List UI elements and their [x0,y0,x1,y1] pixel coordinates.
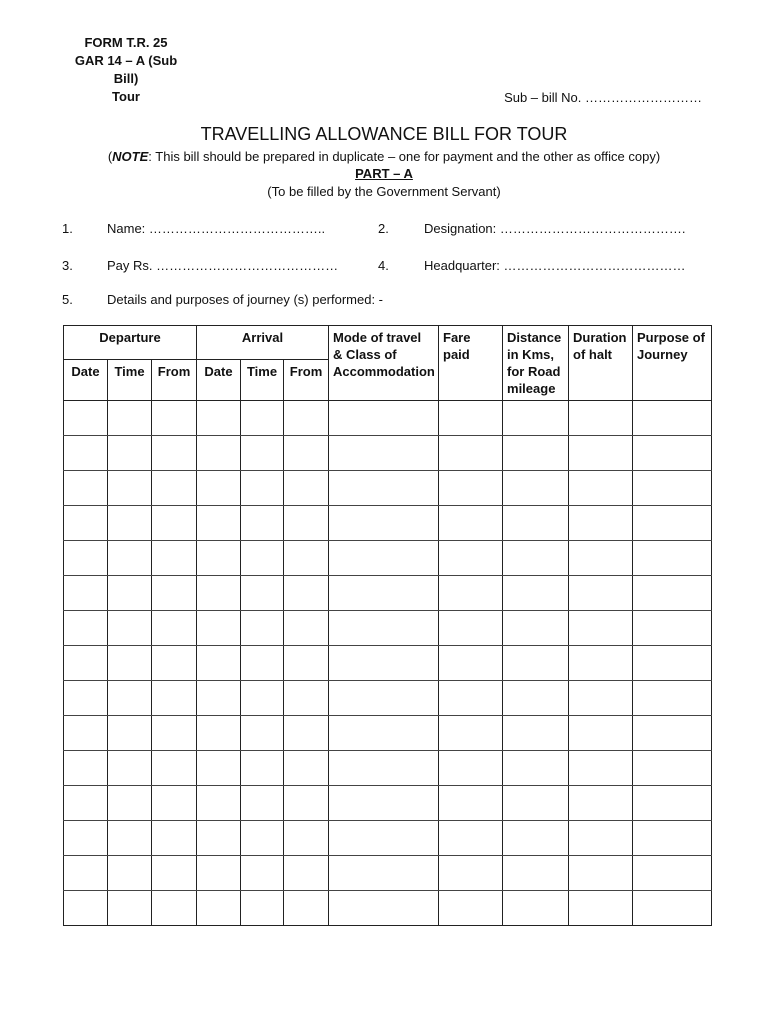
table-cell[interactable] [503,576,569,611]
table-cell[interactable] [439,646,503,681]
table-cell[interactable] [569,856,633,891]
table-cell[interactable] [197,576,241,611]
table-cell[interactable] [569,611,633,646]
table-cell[interactable] [569,646,633,681]
table-cell[interactable] [152,401,197,436]
table-cell[interactable] [241,891,284,926]
table-cell[interactable] [64,681,108,716]
table-cell[interactable] [241,471,284,506]
table-cell[interactable] [329,716,439,751]
table-cell[interactable] [241,611,284,646]
table-cell[interactable] [152,436,197,471]
table-cell[interactable] [197,646,241,681]
table-cell[interactable] [439,856,503,891]
arrival-from-header: From [284,360,329,401]
table-cell[interactable] [439,611,503,646]
table-cell[interactable] [108,821,152,856]
table-cell[interactable] [64,471,108,506]
table-cell[interactable] [64,751,108,786]
table-cell[interactable] [197,506,241,541]
arrival-time-header: Time [241,360,284,401]
table-cell[interactable] [503,786,569,821]
note-label: NOTE [112,149,149,164]
table-cell[interactable] [241,856,284,891]
table-cell[interactable] [197,716,241,751]
headquarter-field[interactable]: Headquarter: …………………………………… [424,258,686,273]
table-cell[interactable] [152,751,197,786]
table-cell[interactable] [284,471,329,506]
sub-bill-number[interactable]: Sub – bill No. ……………………… [504,90,702,105]
table-cell[interactable] [152,541,197,576]
table-cell[interactable] [329,541,439,576]
table-cell[interactable] [503,681,569,716]
table-cell[interactable] [241,751,284,786]
journey-details-label: Details and purposes of journey (s) performed: - [107,292,384,307]
purpose-header: Purpose of Journey [633,326,712,401]
table-cell[interactable] [633,541,712,576]
field-number: 5. [62,292,73,307]
field-number: 2. [378,221,389,236]
table-cell[interactable] [152,576,197,611]
table-cell[interactable] [108,681,152,716]
table-cell[interactable] [633,891,712,926]
form-header [62,34,190,106]
table-cell[interactable] [503,506,569,541]
table-cell[interactable] [284,541,329,576]
table-cell[interactable] [197,751,241,786]
table-cell[interactable] [152,856,197,891]
table-cell[interactable] [439,436,503,471]
table-cell[interactable] [197,821,241,856]
table-cell[interactable] [633,471,712,506]
table-cell[interactable] [633,716,712,751]
table-cell[interactable] [569,786,633,821]
table-cell[interactable] [108,751,152,786]
fare-header: Fare paid [439,326,503,401]
journey-table [63,325,712,926]
table-cell[interactable] [241,786,284,821]
table-row [64,646,712,681]
note-line [0,149,768,164]
table-cell[interactable] [64,401,108,436]
table-cell[interactable] [108,891,152,926]
part-heading [0,166,768,181]
table-cell[interactable] [503,436,569,471]
pay-field[interactable]: Pay Rs. …………………………………… [107,258,339,273]
table-cell[interactable] [64,716,108,751]
mode-header: Mode of travel & Class of Accommodation [329,326,439,401]
table-cell[interactable] [241,821,284,856]
table-cell[interactable] [197,471,241,506]
table-cell[interactable] [569,751,633,786]
page-title: TRAVELLING ALLOWANCE BILL FOR TOUR [200,124,568,144]
arrival-date-header: Date [197,360,241,401]
table-cell[interactable] [329,401,439,436]
table-cell[interactable] [503,856,569,891]
table-row [64,821,712,856]
table-cell[interactable] [503,471,569,506]
table-cell[interactable] [284,786,329,821]
table-cell[interactable] [152,681,197,716]
designation-field[interactable]: Designation: ……………………………………. [424,221,686,236]
table-cell[interactable] [439,751,503,786]
table-cell[interactable] [329,856,439,891]
table-cell[interactable] [633,856,712,891]
table-cell[interactable] [284,821,329,856]
table-cell[interactable] [439,401,503,436]
table-cell[interactable] [64,856,108,891]
table-cell[interactable] [284,716,329,751]
table-cell[interactable] [503,611,569,646]
departure-time-header: Time [108,360,152,401]
table-row [64,786,712,821]
table-cell[interactable] [241,541,284,576]
table-row [64,506,712,541]
table-cell[interactable] [329,821,439,856]
table-row [64,576,712,611]
table-cell[interactable] [152,716,197,751]
table-cell[interactable] [284,436,329,471]
table-cell[interactable] [64,436,108,471]
table-cell[interactable] [152,611,197,646]
table-cell[interactable] [241,436,284,471]
distance-header: Distance in Kms, for Road mileage [503,326,569,401]
table-cell[interactable] [197,541,241,576]
table-row [64,541,712,576]
table-cell[interactable] [64,506,108,541]
gar-reference: GAR 14 – A (Sub Bill) [74,53,178,86]
table-cell[interactable] [108,786,152,821]
table-cell[interactable] [329,646,439,681]
table-cell[interactable] [152,821,197,856]
table-cell[interactable] [108,576,152,611]
table-cell[interactable] [197,436,241,471]
table-cell[interactable] [503,821,569,856]
table-cell[interactable] [439,506,503,541]
table-cell[interactable] [241,716,284,751]
table-cell[interactable] [329,611,439,646]
table-row [64,401,712,436]
table-cell[interactable] [439,821,503,856]
table-cell[interactable] [569,471,633,506]
table-cell[interactable] [152,646,197,681]
table-cell[interactable] [108,471,152,506]
table-cell[interactable] [197,786,241,821]
table-cell[interactable] [284,611,329,646]
form-type: Tour [112,89,140,104]
table-cell[interactable] [284,681,329,716]
field-number: 3. [62,258,73,273]
note-open: ( [107,149,113,164]
table-cell[interactable] [503,401,569,436]
table-cell[interactable] [108,541,152,576]
table-cell[interactable] [569,576,633,611]
table-cell[interactable] [329,891,439,926]
table-cell[interactable] [633,506,712,541]
table-cell[interactable] [241,646,284,681]
table-cell[interactable] [503,891,569,926]
table-cell[interactable] [329,681,439,716]
table-cell[interactable] [284,646,329,681]
table-cell[interactable] [633,611,712,646]
departure-from-header: From [152,360,197,401]
table-cell[interactable] [329,751,439,786]
departure-date-header: Date [64,360,108,401]
table-cell[interactable] [152,506,197,541]
table-cell[interactable] [569,401,633,436]
table-cell[interactable] [64,611,108,646]
table-cell[interactable] [439,786,503,821]
table-cell[interactable] [108,436,152,471]
table-cell[interactable] [439,716,503,751]
table-cell[interactable] [64,891,108,926]
table-cell[interactable] [152,891,197,926]
table-cell[interactable] [569,541,633,576]
table-cell[interactable] [633,576,712,611]
table-cell[interactable] [503,716,569,751]
table-cell[interactable] [108,611,152,646]
table-row [64,751,712,786]
table-cell[interactable] [197,891,241,926]
table-cell[interactable] [633,646,712,681]
table-cell[interactable] [241,506,284,541]
table-cell[interactable] [241,681,284,716]
table-cell[interactable] [439,681,503,716]
table-cell[interactable] [284,401,329,436]
arrival-header: Arrival [197,326,329,360]
table-cell[interactable] [569,506,633,541]
fill-instruction: (To be filled by the Government Servant) [267,184,501,199]
table-cell[interactable] [329,786,439,821]
table-cell[interactable] [108,856,152,891]
table-cell[interactable] [108,646,152,681]
table-cell[interactable] [197,611,241,646]
table-row [64,681,712,716]
table-row [64,471,712,506]
table-cell[interactable] [633,751,712,786]
table-cell[interactable] [439,541,503,576]
table-cell[interactable] [329,576,439,611]
table-cell[interactable] [633,681,712,716]
table-cell[interactable] [197,401,241,436]
table-cell[interactable] [64,576,108,611]
table-row [64,611,712,646]
duration-header: Duration of halt [569,326,633,401]
table-cell[interactable] [108,506,152,541]
table-cell[interactable] [241,401,284,436]
table-cell[interactable] [329,506,439,541]
part-label: PART – A [355,166,413,181]
table-cell[interactable] [569,436,633,471]
table-cell[interactable] [569,681,633,716]
departure-header: Departure [64,326,197,360]
table-cell[interactable] [64,821,108,856]
table-cell[interactable] [64,541,108,576]
table-cell[interactable] [152,786,197,821]
table-cell[interactable] [503,751,569,786]
table-cell[interactable] [633,821,712,856]
table-cell[interactable] [569,891,633,926]
table-row [64,856,712,891]
table-cell[interactable] [633,786,712,821]
table-cell[interactable] [439,891,503,926]
table-cell[interactable] [197,681,241,716]
table-cell[interactable] [284,506,329,541]
table-cell[interactable] [284,751,329,786]
table-cell[interactable] [152,471,197,506]
table-cell[interactable] [503,541,569,576]
table-cell[interactable] [633,436,712,471]
table-cell[interactable] [439,471,503,506]
table-row [64,716,712,751]
table-cell[interactable] [329,471,439,506]
table-cell[interactable] [569,716,633,751]
table-cell[interactable] [284,891,329,926]
form-number: FORM T.R. 25 [84,35,168,50]
name-field[interactable]: Name: ………………………………….. [107,221,326,236]
table-cell[interactable] [633,401,712,436]
table-cell[interactable] [503,646,569,681]
field-number: 4. [378,258,389,273]
table-cell[interactable] [284,856,329,891]
table-cell[interactable] [569,821,633,856]
table-cell[interactable] [197,856,241,891]
field-number: 1. [62,221,73,236]
table-cell[interactable] [108,401,152,436]
table-row [64,891,712,926]
table-cell[interactable] [64,786,108,821]
table-cell[interactable] [439,576,503,611]
note-text: : This bill should be prepared in duplicate – one for payment and the other as office copy) [148,149,661,164]
table-cell[interactable] [241,576,284,611]
table-cell[interactable] [108,716,152,751]
table-cell[interactable] [64,646,108,681]
table-cell[interactable] [284,576,329,611]
table-cell[interactable] [329,436,439,471]
table-row [64,436,712,471]
